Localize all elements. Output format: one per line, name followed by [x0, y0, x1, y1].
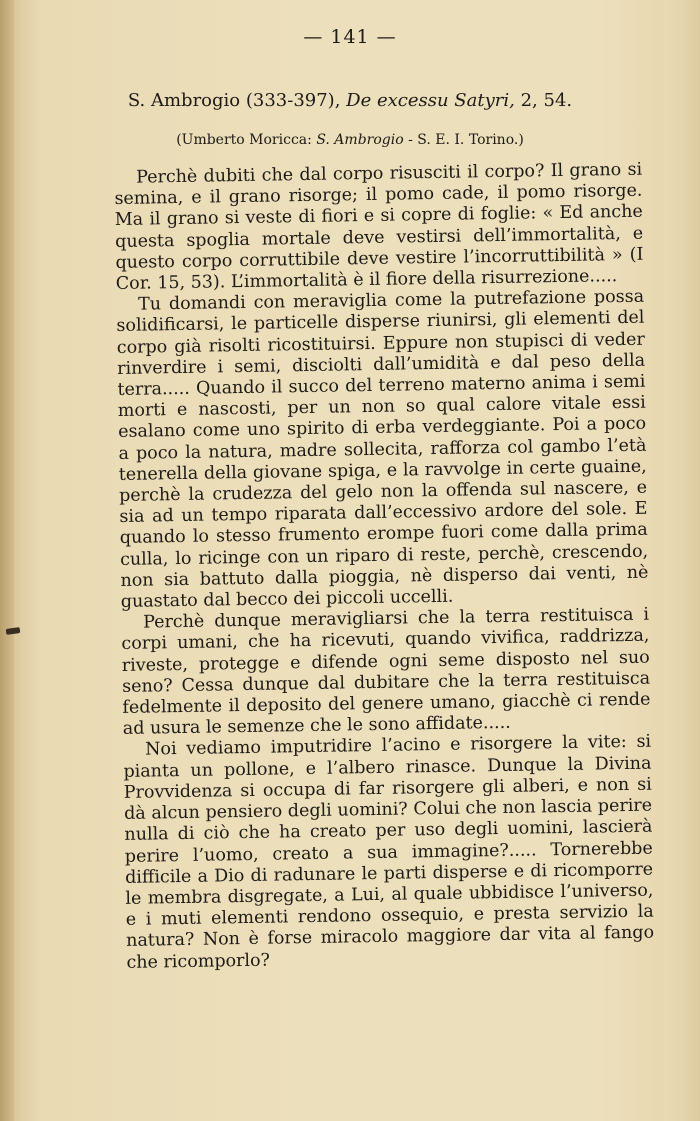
page-number: — 141 — — [303, 26, 397, 48]
source-prefix: (Umberto Moricca: — [176, 132, 312, 148]
heading-work-title: De excessu Satyri, — [346, 90, 515, 111]
source-suffix: - S. E. I. Torino.) — [408, 132, 524, 148]
heading-author: S. Ambrogio (333-397), — [127, 90, 341, 111]
heading-reference: 2, 54. — [520, 90, 573, 111]
paragraph: Perchè dunque meravigliarsi che la terra restituisca i corpi umani, che ha ricevuti, quando vivifica, raddrizza, riveste, protegge e difende ogni seme disposto nel suo seno? Cessa dunque dal dubitare che la terra restituisca fedelmente il deposito del genere umano, giacchè ci rende ad usura le semenze che le sono affidate..... — [121, 604, 651, 740]
source-title: S. Ambrogio — [316, 132, 404, 148]
source-citation — [0, 131, 700, 149]
section-heading — [0, 90, 700, 112]
binding-stain-mark — [6, 627, 21, 635]
page-binding-edge — [0, 0, 14, 1121]
paragraph: Noi vediamo imputridire l’acino e risorgere la vite: si pianta un pollone, e l’albero rinasce. Dunque la Divina Provvidenza si occupa di far risorgere gli alberi, e non si dà alcun pensiero degli uomini? Colui che non lascia perire nulla di ciò che ha creato per uso degli uomini, lascierà perire l’uomo, creato a sua immagine?..... Tornerebbe difficile a Dio di radunare le parti disperse e di ricomporre le membra disgregate, a Lui, al quale ubbidisce l’universo, e i muti elementi rendono ossequio, e presta servizio la natura? Non è forse miracolo maggiore dar vita al fango che ricomporlo? — [123, 732, 655, 973]
body-text — [114, 160, 655, 974]
paragraph: Perchè dubiti che dal corpo risusciti il corpo? Il grano si semina, e il grano risorge; il pomo cade, il pomo risorge. Ma il grano si veste di fiori e si copre di foglie: « Ed anche questa spoglia mortale deve vestirsi dell’immortalità, e questo corpo corruttibile deve vestire l’incorruttibilità » (I Cor. 15, 53). L’immortalità è il fiore della risurrezione..... — [114, 159, 644, 295]
paragraph: Tu domandi con meraviglia come la putrefazione possa solidificarsi, le particelle disperse riunirsi, gli elementi del corpo già risolti ricostituirsi. Eppure non stupisci di veder rinverdire i semi, disciolti dall’umidità e dal peso della terra..... Quando il succo del terreno materno anima i semi morti e nascosti, per un non so qual calore vitale essi esalano come uno spirito di erba verdeggiante. Poi a poco a poco la natura, madre sollecita, rafforza col gambo l’età tenerella della giovane spiga, e la ravvolge in certe guaine, perchè la crudezza del gelo non la offenda sul nascere, e sia ad un tempo riparata dall’eccessivo ardore del sole. E quando lo stesso frumento erompe fuori come dalla prima culla, lo ricinge con un riparo di reste, perchè, crescendo, non sia battuto dalla pioggia, nè disperso dai venti, nè guastato dal becco dei piccoli uccelli. — [116, 286, 649, 613]
